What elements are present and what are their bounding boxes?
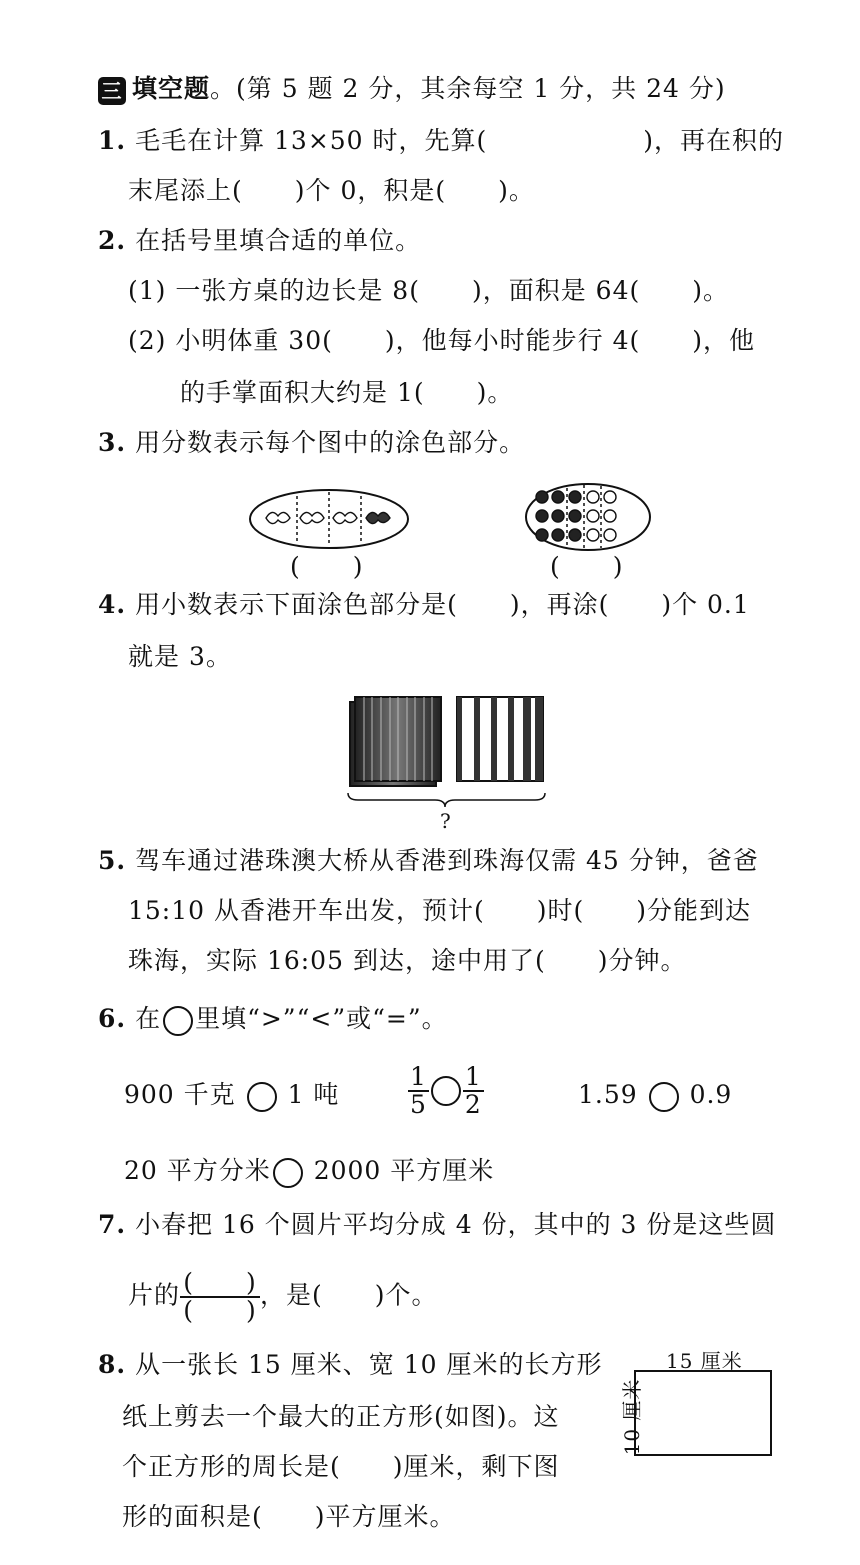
q5-line3: 珠海，实际 16:05 到达，途中用了( )分钟。 <box>128 946 687 975</box>
q6-c3-right: 0.9 <box>689 1080 733 1109</box>
q6-c4-right: 2000 平方厘米 <box>313 1156 495 1185</box>
q7-fraction-blank[interactable]: $\frac{( )}{( )}$ <box>180 1270 260 1324</box>
q2-number: 2. <box>98 226 127 255</box>
q7-text2b: ，是( )个。 <box>260 1280 438 1310</box>
q6-circle-icon <box>163 1006 193 1036</box>
q6-c3-circle[interactable] <box>649 1082 679 1112</box>
q1-text1: 毛毛在计算 13×50 时，先算( )，再在积的 <box>135 126 785 155</box>
q4-question-mark: ? <box>440 809 452 833</box>
q7-line1 <box>98 1210 776 1240</box>
q2-part2-cont: 的手掌面积大约是 1( )。 <box>180 378 514 407</box>
q8-text1: 从一张长 15 厘米、宽 10 厘米的长方形 <box>135 1350 603 1379</box>
q6-compare-4 <box>124 1156 494 1188</box>
q5-number: 5. <box>98 846 127 875</box>
q8-label-length: 15 厘米 <box>666 1349 743 1373</box>
q8-rectangle-figure <box>634 1370 774 1458</box>
q6-c2-circle[interactable] <box>431 1076 461 1106</box>
q6-c4-left: 20 平方分米 <box>124 1156 271 1185</box>
q2-part1: (1) 一张方桌的边长是 8( )，面积是 64( )。 <box>128 276 729 305</box>
q4-line2: 就是 3。 <box>128 642 232 671</box>
q3-stem-text: 用分数表示每个图中的涂色部分。 <box>135 428 526 457</box>
q6-c1-circle[interactable] <box>247 1082 277 1112</box>
q7-number: 7. <box>98 1210 127 1239</box>
q8-line4: 形的面积是( )平方厘米。 <box>122 1502 456 1531</box>
q6-compare-2 <box>408 1064 484 1118</box>
q2-stem <box>98 226 421 256</box>
q4-number: 4. <box>98 590 127 619</box>
q8-line3: 个正方形的周长是( )厘米，剩下图 <box>122 1452 560 1481</box>
section-header <box>98 74 726 105</box>
q6-c1-right: 1 吨 <box>287 1080 340 1109</box>
q3-stem <box>98 428 525 458</box>
q1-number: 1. <box>98 126 127 155</box>
q8-line1 <box>98 1350 602 1380</box>
q3-blank-1[interactable]: ( ) <box>290 552 364 581</box>
q6-c2-frac-left: $\frac{1}{5}$ <box>410 1062 427 1119</box>
q3-figure-dots <box>525 482 651 552</box>
q6-stem <box>98 1004 448 1036</box>
q8-label-width: 10 厘米 <box>620 1378 644 1456</box>
q6-stem-b: 里填“>”“<”或“=”。 <box>195 1004 448 1033</box>
q8-line2: 纸上剪去一个最大的正方形(如图)。这 <box>122 1402 560 1431</box>
q1-line2: 末尾添上( )个 0，积是( )。 <box>128 176 535 205</box>
q8-number: 8. <box>98 1350 127 1379</box>
q7-line2 <box>128 1270 438 1324</box>
q2-stem-text: 在括号里填合适的单位。 <box>135 226 422 255</box>
q3-number: 3. <box>98 428 127 457</box>
q3-blank-2[interactable]: ( ) <box>550 552 624 581</box>
section-note: 。(第 5 题 2 分，其余每空 1 分，共 24 分) <box>210 74 726 103</box>
section-title: 填空题 <box>132 74 211 103</box>
q6-c2-frac-right: $\frac{1}{2}$ <box>464 1062 482 1119</box>
q5-line1 <box>98 846 759 876</box>
q7-text2a: 片的 <box>128 1280 181 1310</box>
q6-c1-left: 900 千克 <box>124 1080 236 1109</box>
q4-text1: 用小数表示下面涂色部分是( )，再涂( )个 0.1 <box>135 590 750 619</box>
q2-part2: (2) 小明体重 30( )，他每小时能步行 4( )，他 <box>128 326 755 355</box>
q7-text1: 小春把 16 个圆片平均分成 4 份，其中的 3 份是这些圆 <box>135 1210 777 1239</box>
q3-figure-birds <box>248 488 410 550</box>
q4-line1 <box>98 590 750 620</box>
q6-c3-left: 1.59 <box>578 1080 638 1109</box>
q6-stem-a: 在 <box>135 1004 162 1033</box>
section-badge: 三 <box>98 77 126 105</box>
q6-compare-1 <box>124 1080 339 1112</box>
q6-compare-3 <box>578 1080 732 1112</box>
q1-line1 <box>98 126 784 156</box>
q6-c4-circle[interactable] <box>273 1158 303 1188</box>
q4-figure-decimal <box>345 692 551 822</box>
q5-text1: 驾车通过港珠澳大桥从香港到珠海仅需 45 分钟，爸爸 <box>135 846 759 875</box>
q5-line2: 15:10 从香港开车出发，预计( )时( )分能到达 <box>128 896 752 925</box>
q6-number: 6. <box>98 1004 127 1033</box>
